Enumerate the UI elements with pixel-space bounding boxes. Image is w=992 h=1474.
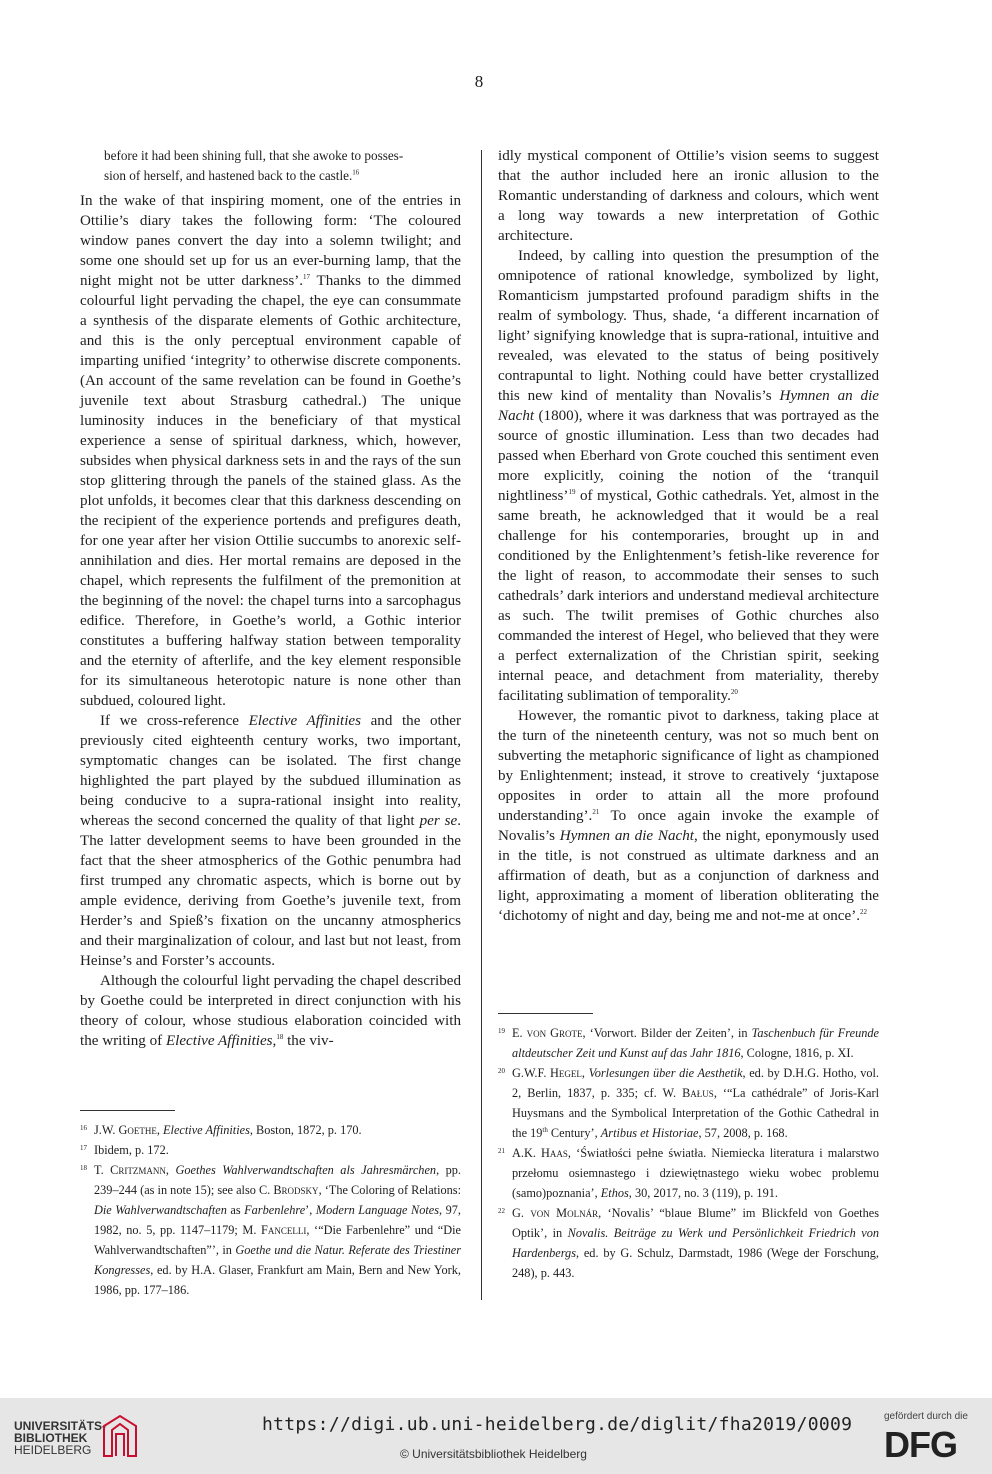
right-column	[498, 146, 879, 926]
footnote-ref[interactable]: 16	[352, 168, 360, 177]
copyright-notice: © Universitätsbibliothek Heidelberg	[400, 1447, 587, 1461]
footnote-ref[interactable]: 21	[592, 807, 600, 816]
left-column	[80, 146, 461, 1051]
paragraph: idly mystical component of Ottilie’s vision seems to suggest that the author included here an ironic allusion to the Romantic understanding of darkness and colours, which went a long way towards a new interpretation of Gothic architecture.	[498, 148, 879, 244]
page-number: 8	[474, 72, 484, 91]
column-divider	[481, 150, 482, 1300]
dfg-logo[interactable]: DFG	[884, 1424, 957, 1465]
footnote-21: 21 A.K. Haas, ‘Światłości pełne światła. Niemiecka literatura i malarstwo przełomu osiemnastego i dziewiętnastego wieku wobec problemu (samo)poznania’, Ethos, 30, 2017, no. 3 (119), p. 191.	[498, 1146, 879, 1200]
footnote-ref[interactable]: 22	[860, 907, 868, 916]
footnote-ref[interactable]: 18	[276, 1032, 284, 1041]
footer-bar	[0, 1398, 992, 1474]
paragraph: However, the romantic pivot to darkness, taking place at the turn of the nineteenth century, was not so much bent on subverting the metaphoric significance of light as championed by Enlightenment; instead, it strove to creatively ‘juxtapose opposites in order to attain all the more profound understanding’.$^{21}$ To once again invoke the example of Novalis’s Hymnen an die Nacht, the night, eponymously used in the title, is not construed as ultimate darkness and an affirmation of death, but as a conjunction of darkness and light, approximating a moment of liberation obliterating the ‘dichotomy of night and day, being me and not-me at once’.$^{22}$	[498, 708, 879, 924]
footnote-rule	[498, 1013, 593, 1014]
footnote-16: 16 J.W. Goethe, Elective Affinities, Boston, 1872, p. 170.	[80, 1123, 362, 1137]
footnote-18: 18 T. Critzmann, Goethes Wahlverwandtschaften als Jahresmärchen, pp. 239–244 (as in note 15); see also C. Brodsky, ‘The Coloring of Relations: Die Wahlverwandtschaften as Farbenlehre’, Modern Language Notes, 97, 1982, no. 5, pp. 1147–1179; M. Fancelli, ‘“Die Farbenlehre” und “Die Wahlverwandtschaften”’, in Goethe und die Natur. Referate des Triestiner Kongresses, ed. by H.A. Glaser, Frankfurt am Main, Bern and New York, 1986, pp. 177–186.	[80, 1163, 462, 1297]
footnote-17: 17 Ibidem, p. 172.	[80, 1143, 169, 1157]
footnotes-right	[498, 1013, 879, 1283]
funding-label: gefördert durch die	[884, 1411, 968, 1422]
paragraph: In the wake of that inspiring moment, one of the entries in Ottilie’s diary takes the following form: ‘The coloured window panes convert the day into a solemn twilight; and some one should set up for us an ever-burning lamp, that the night might not be utter darkness’.$^{17}$ Thanks to the dimmed colourful light pervading the chapel, the eye can consummate a synthesis of the disparate elements of Gothic architecture, and this is the only perceptual environment capable of imparting unified ‘integrity’ to otherwise discrete components. (An account of the same revelation can be found in Goethe’s juvenile text about Strasburg cathedral.) The unique luminosity induces in the beneficiary of that mystical experience a sense of spiritual darkness, which, however, subsides when physical darkness sets in and the rays of the sun stop glittering through the panels of the stained glass. As the plot unfolds, it becomes clear that this darkness descending on the recipient of the experience portends and prefigures death, for one year after her vision Ottilie succumbs to anorexic self-annihilation and dies. Her mortal remains are deposed in the chapel, which represents the fulfilment of the premonition at the beginning of the novel: the chapel turns into a sarcophagus edifice. Therefore, in Goethe’s world, a Gothic interior constitutes a buffering halfway station between temporality and the eternity of afterlife, and the key element responsible for its simultaneous heterotopic nature is none other than subdued, coloured light.	[80, 193, 461, 709]
footnotes-left	[80, 1110, 461, 1300]
footnote-19: 19 E. von Grote, ‘Vorwort. Bilder der Zeiten’, in Taschenbuch für Freunde altdeutscher Zeit und Kunst auf das Jahr 1816, Cologne, 1816, p. XI.	[498, 1026, 879, 1060]
paragraph: Indeed, by calling into question the presumption of the omnipotence of rational knowledge, symbolized by light, Romanticism jumpstarted profound paradigm shifts in the realm of symbology. Thus, shade, ‘a different incarnation of light’ signifying knowledge that is supra-rational, intuitive and revealed, was elevated to the status of being positively contrapuntal to light. Nothing could have better crystallized this new kind of mentality than Novalis’s Hymnen an die Nacht (1800), where it was darkness that was portrayed as the source of gnostic illumination. Less than two decades had passed when Eberhard von Grote couched this sentiment even more explicitly, coining the notion of the ‘tranquil nightliness’$^{19}$ of mystical, Gothic cathedrals. Yet, almost in the same breath, he acknowledged that it would be a real challenge for his contemporaries, brought up in and conditioned by the Enlightenment’s fetish-like reverence for the light of reason, to accommodate their senses to such cathedrals’ dark interiors and understand medieval architecture as such. The twilit premises of Gothic churches also commanded the interest of Hegel, who believed that they were a perfect externalization of the Christian spirit, seeking internal peace, and detachment from materiality, thereby facilitating sublimation of temporality.$^{20}$	[498, 248, 879, 704]
footnote-rule	[80, 1110, 175, 1111]
footnote-ref[interactable]: 20	[730, 687, 738, 696]
library-logo-icon	[100, 1410, 140, 1460]
block-quote: before it had been shining full, that she awoke to posses- sion of herself, and hastened back to the castle.$^{16}$	[104, 148, 404, 183]
permalink-url[interactable]: https://digi.ub.uni-heidelberg.de/diglit/fha2019/0009	[262, 1414, 853, 1435]
library-logo[interactable]: UNIVERSITÄTS- BIBLIOTHEK HEIDELBERG	[14, 1419, 107, 1457]
footnote-ref[interactable]: 17	[303, 272, 311, 281]
footnote-22: 22 G. von Molnár, ‘Novalis’ “blaue Blume” im Blickfeld von Goethes Optik’, in Novalis. Beiträge zu Werk und Persönlichkeit Friedrich von Hardenbergs, ed. by G. Schulz, Darmstadt, 1986 (Wege der Forschung, 248), p. 443.	[498, 1206, 879, 1280]
paragraph: If we cross-reference Elective Affinities and the other previously cited eighteenth century works, two important, symptomatic changes can be isolated. The first change highlighted the part played by the subdued illumination as being conducive to a supra-rational insight into reality, whereas the second concerned the quality of that light per se. The latter development seems to have been grounded in the fact that the sheer atmospherics of the Gothic penumbra had first trumped any chromatic aspects, which is borne out by ample evidence, deriving from Goethe’s juvenile text, from Herder’s and Spieß’s fixation on the uncanny atmospherics and their marginalization of colour, and last but not least, from Heinse’s and Forster’s accounts.	[80, 713, 461, 969]
footnote-20: 20 G.W.F. Hegel, Vorlesungen über die Aesthetik, ed. by D.H.G. Hotho, vol. 2, Berlin, 1837, p. 335; cf. W. Bałus, ‘“La cathédrale” of Joris-Karl Huysmans and the Symbolical Interpretation of the Gothic Cathedral in the 19th Century’, Artibus et Historiae, 57, 2008, p. 168.	[498, 1066, 879, 1140]
footnote-ref[interactable]: 19	[568, 487, 576, 496]
paragraph: Although the colourful light pervading the chapel described by Goethe could be interpreted in direct conjunction with his theory of colour, whose studious elaboration coincided with the writing of Elective Affinities,$^{18}$ the viv-	[80, 973, 461, 1049]
